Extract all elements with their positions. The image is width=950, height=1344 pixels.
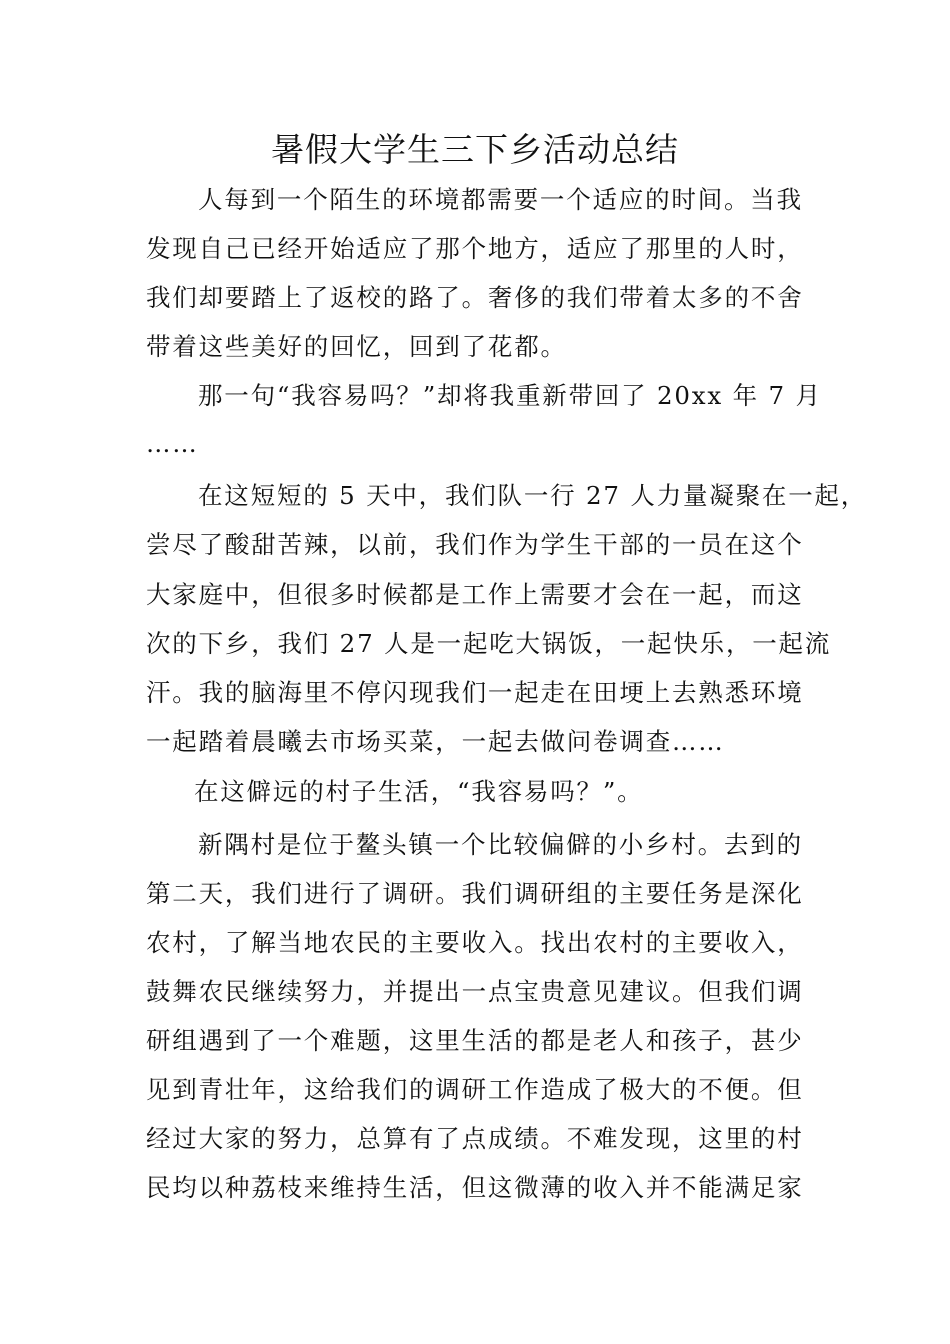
paragraph-line: 人每到一个陌生的环境都需要一个适应的时间。当我 [198,185,803,214]
document-title: 暑假大学生三下乡活动总结 [271,130,679,169]
paragraph-line: 在这短短的 5 天中，我们队一行 27 人力量凝聚在一起， [198,481,868,510]
paragraph-line: 汗。我的脑海里不停闪现我们一起走在田埂上去熟悉环境 [146,678,804,707]
paragraph-line: 民均以种荔枝来维持生活，但这微薄的收入并不能满足家 [146,1173,804,1202]
paragraph-line: 第二天，我们进行了调研。我们调研组的主要任务是深化 [146,879,804,908]
paragraph-line: 那一句“我容易吗？”却将我重新带回了 20xx 年 7 月 [198,381,822,410]
paragraph-line: 次的下乡，我们 27 人是一起吃大锅饭，一起快乐，一起流 [146,629,832,658]
paragraph-line: 农村，了解当地农民的主要收入。找出农村的主要收入， [146,928,804,957]
paragraph-line: 鼓舞农民继续努力，并提出一点宝贵意见建议。但我们调 [146,977,804,1006]
paragraph-line: 一起踏着晨曦去市场买菜，一起去做问卷调查…… [146,727,725,756]
paragraph-line: …… [146,429,199,458]
paragraph-line: 经过大家的努力，总算有了点成绩。不难发现，这里的村 [146,1124,804,1153]
paragraph-line: 新隅村是位于鳌头镇一个比较偏僻的小乡村。去到的 [198,830,803,859]
paragraph-line: 我们却要踏上了返校的路了。奢侈的我们带着太多的不舍 [146,283,804,312]
paragraph-line: 研组遇到了一个难题，这里生活的都是老人和孩子，甚少 [146,1026,804,1055]
paragraph-line: 发现自己已经开始适应了那个地方，适应了那里的人时， [146,234,804,263]
paragraph-line: 尝尽了酸甜苦辣，以前，我们作为学生干部的一员在这个 [146,530,804,559]
paragraph-line: 大家庭中，但很多时候都是工作上需要才会在一起，而这 [146,580,804,609]
paragraph-line: 带着这些美好的回忆，回到了花都。 [146,332,567,361]
paragraph-line: 见到青壮年，这给我们的调研工作造成了极大的不便。但 [146,1075,804,1104]
paragraph-line: 在这僻远的村子生活，“我容易吗？”。 [194,777,644,806]
